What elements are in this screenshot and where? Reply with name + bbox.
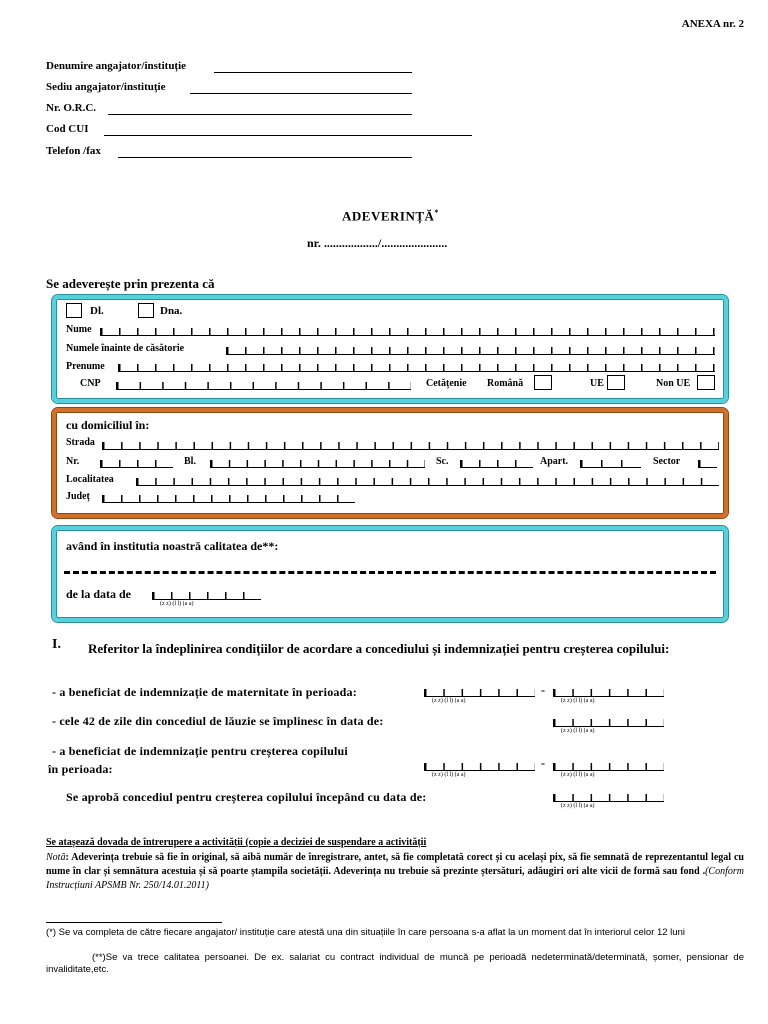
sc-field[interactable]	[460, 460, 533, 468]
name-label: Nume	[66, 324, 92, 335]
position-date-hint: (z z) (l l) (a a)	[160, 601, 194, 607]
footnote-2-text: Se va trece calitatea persoanei. De ex. salariat cu contract individual de muncă pe perioadă nedeterminată/determinată, șomer, pensionar de invaliditate,etc.	[46, 952, 744, 975]
maternity-start-hint: (z z) (l l) (a a)	[432, 698, 466, 704]
postpartum-date-field[interactable]	[553, 719, 664, 727]
position-heading: având în institutia noastră calitatea de**:	[66, 539, 279, 553]
street-label: Strada	[66, 437, 95, 448]
address-heading: cu domiciliul în:	[66, 418, 150, 432]
nota-reference: (Conform Instrucțiuni APSMB Nr. 250/14.01.2011)	[46, 866, 744, 891]
eu-checkbox[interactable]	[607, 375, 625, 390]
romanian-label: Română	[487, 378, 524, 389]
employer-address-field[interactable]	[190, 93, 412, 94]
intro-text: Se adeverește prin prezenta că	[46, 276, 215, 291]
cui-field[interactable]	[104, 135, 472, 136]
nota-text: : Adeverința trebuie să fie în original, să aibă număr de înregistrare, antet, să fie completată corect și cu același pix, să fie semnată de reprezentantul legal cu nume în clar și semnătura acestuia și să poarte ștampila societății. Adeverința nu trebuie să prezinte ștersături, adăugiri ori alte vicii de formă sau fond .	[46, 852, 744, 877]
approved-leave-date-field[interactable]	[553, 794, 664, 802]
childcare-end-field[interactable]	[553, 763, 664, 771]
maternity-end-hint: (z z) (l l) (a a)	[561, 698, 595, 704]
postpartum-date-hint: (z z) (l l) (a a)	[561, 728, 595, 734]
footnote-1-mark: (*)	[46, 927, 57, 938]
orc-label: Nr. O.R.C.	[46, 102, 97, 114]
nr-label: Nr.	[66, 456, 80, 467]
footnote-1-text: Se va completa de către fiecare angajator/ instituție care atestă una din situațiile în care persoana s-a aflat la un moment dat în interiorul celor 12 luni	[58, 927, 685, 938]
employer-address-label: Sediu angajator/instituție	[46, 81, 166, 93]
maiden-name-label: Numele înainte de căsătorie	[66, 343, 185, 354]
childcare-start-field[interactable]	[424, 763, 535, 771]
document-title: ADEVERINȚĂ*	[342, 208, 439, 224]
childcare-start-hint: (z z) (l l) (a a)	[432, 772, 466, 778]
firstname-label: Prenume	[66, 361, 105, 372]
approved-leave-date-hint: (z z) (l l) (a a)	[561, 803, 595, 809]
city-label: Localitatea	[66, 474, 114, 485]
maternity-dash: -	[541, 683, 545, 697]
firstname-field[interactable]	[118, 364, 715, 372]
position-date-field[interactable]	[152, 592, 261, 600]
position-date-label: de la data de	[66, 587, 132, 601]
nota-paragraph	[46, 851, 744, 893]
city-field[interactable]	[136, 478, 719, 486]
postpartum-label: - cele 42 de zile din concediul de lăuzie se împlinesc în data de:	[52, 714, 384, 728]
maiden-name-field[interactable]	[226, 347, 715, 355]
name-field[interactable]	[100, 328, 715, 336]
cnp-field[interactable]	[116, 382, 411, 390]
approved-leave-label: Se aprobă concediul pentru creșterea copilului începând cu data de:	[66, 790, 427, 804]
footnote-2-mark: (**)	[92, 952, 106, 963]
footnote-1	[46, 927, 744, 938]
maternity-start-field[interactable]	[424, 689, 535, 697]
maternity-label: - a beneficiat de indemnizație de maternitate în perioada:	[52, 685, 357, 699]
county-field[interactable]	[102, 495, 355, 503]
section-number: I.	[52, 637, 61, 652]
sc-label: Sc.	[436, 456, 449, 467]
orc-field[interactable]	[108, 114, 412, 115]
childcare-end-hint: (z z) (l l) (a a)	[561, 772, 595, 778]
bl-field[interactable]	[210, 460, 425, 468]
cui-label: Cod CUI	[46, 123, 89, 135]
phone-field[interactable]	[118, 157, 412, 158]
section-heading: Referitor la îndeplinirea condițiilor de acordare a concediului și indemnizației pentru creșterea copilului:	[88, 641, 670, 656]
county-label: Județ	[66, 491, 90, 502]
eu-label: UE	[590, 378, 604, 389]
footnote-2	[46, 952, 744, 976]
phone-label: Telefon /fax	[46, 145, 101, 157]
street-field[interactable]	[102, 442, 719, 450]
childcare-label: - a beneficiat de indemnizație pentru creșterea copilului	[52, 744, 348, 758]
childcare-dash: -	[541, 756, 545, 770]
nota-label: Notă	[46, 852, 66, 863]
sector-field[interactable]	[698, 460, 717, 468]
nr-field[interactable]	[100, 460, 173, 468]
noneu-checkbox[interactable]	[697, 375, 715, 390]
bl-label: Bl.	[184, 456, 196, 467]
document-number: nr. ................../......................	[307, 236, 448, 250]
romanian-checkbox[interactable]	[534, 375, 552, 390]
employer-name-field[interactable]	[214, 72, 412, 73]
annex-label: ANEXA nr. 2	[681, 18, 744, 30]
sector-label: Sector	[653, 456, 681, 467]
employer-name-label: Denumire angajator/instituție	[46, 60, 187, 72]
mrs-label: Dna.	[160, 305, 183, 317]
mrs-checkbox[interactable]	[138, 303, 154, 318]
maternity-end-field[interactable]	[553, 689, 664, 697]
position-field[interactable]	[64, 571, 716, 574]
citizenship-label: Cetățenie	[426, 378, 467, 389]
attachment-note: Se atașează dovada de întrerupere a activității (copie a deciziei de suspendare a activității	[46, 837, 427, 848]
cnp-label: CNP	[80, 378, 101, 389]
noneu-label: Non UE	[656, 378, 691, 389]
childcare-period-label: în perioada:	[48, 762, 113, 776]
mr-checkbox[interactable]	[66, 303, 82, 318]
apartment-label: Apart.	[540, 456, 569, 467]
apartment-field[interactable]	[580, 460, 641, 468]
mr-label: Dl.	[90, 305, 104, 317]
footnote-separator	[46, 922, 222, 923]
